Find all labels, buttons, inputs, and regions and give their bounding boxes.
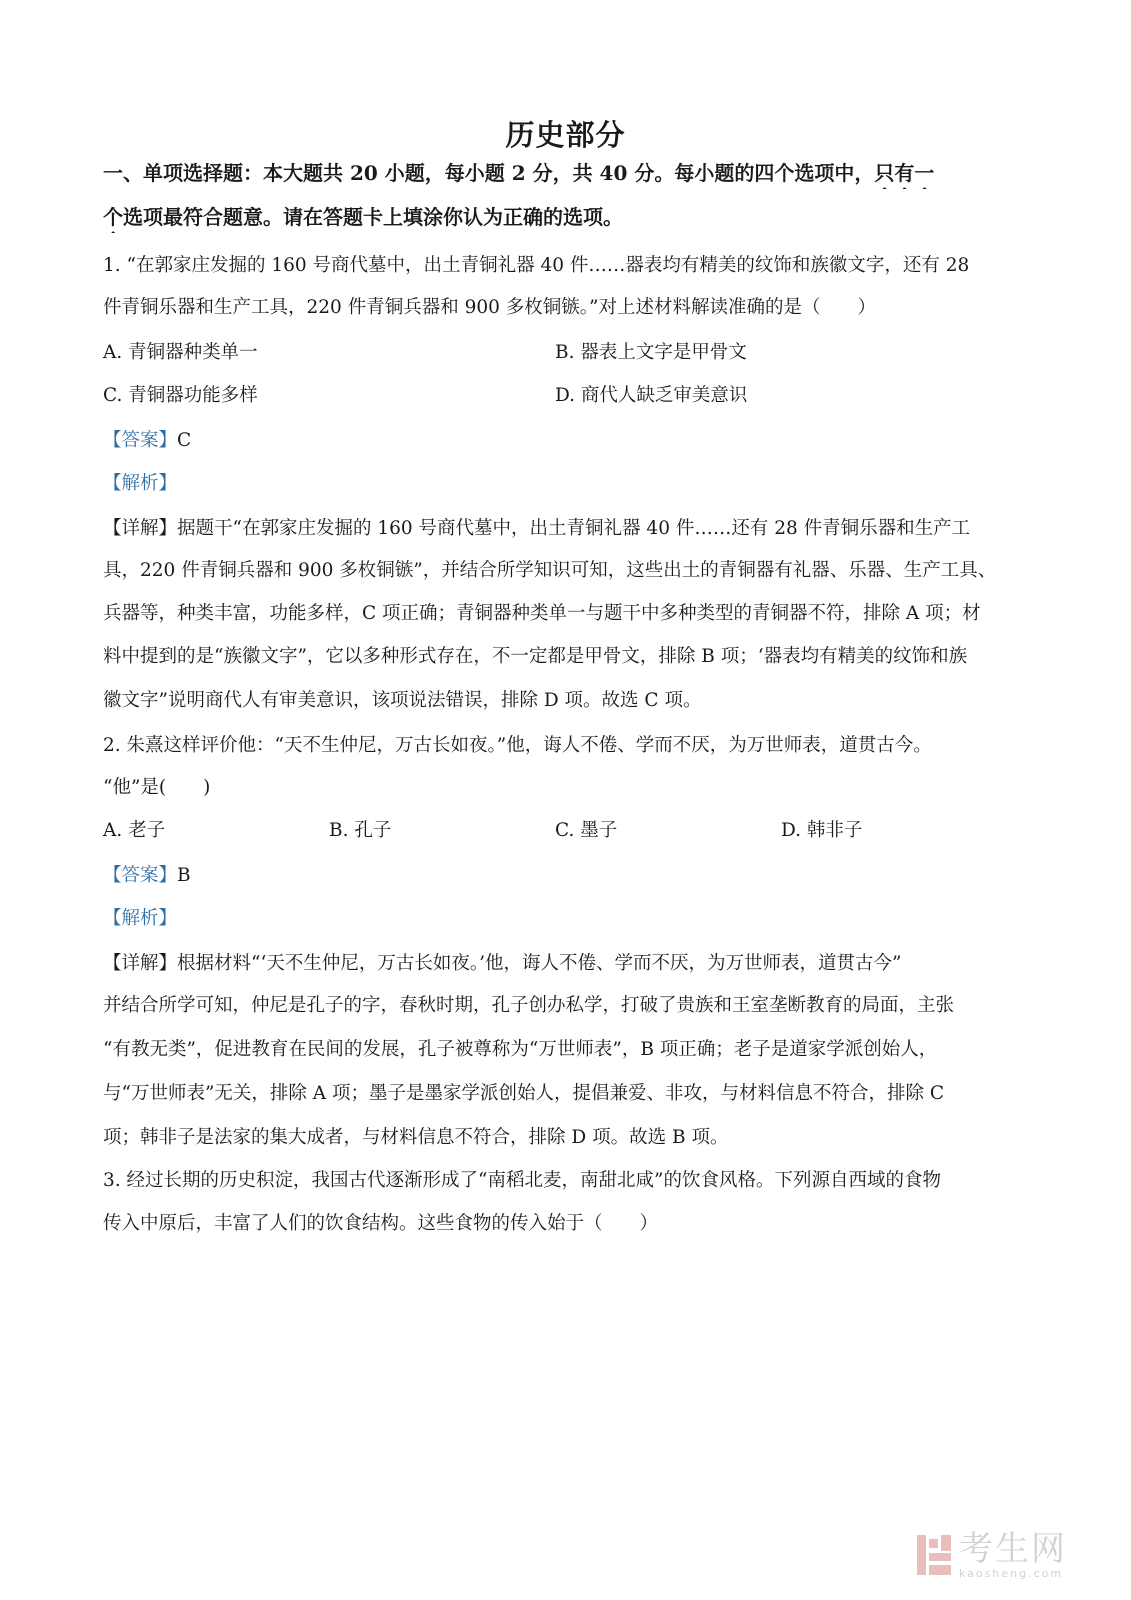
answer-value: C	[177, 430, 192, 451]
q1-detail-line: 料中提到的是“族徽文字”，它以多种形式存在，不一定都是甲骨文，排除 B 项；‘器表均有精美的纹饰和族	[103, 646, 968, 667]
q1-option-a: A. 青铜器种类单一	[103, 342, 258, 363]
q2-detail-line	[103, 948, 1033, 980]
q1-detail-line: 兵器等，种类丰富，功能多样，C 项正确；青铜器种类单一与题干中多种类型的青铜器不符，排除 A 项；材	[103, 603, 981, 624]
q2-option-b: B. 孔子	[329, 820, 392, 841]
q2-answer	[103, 860, 1033, 892]
q2-detail-line: 并结合所学可知，仲尼是孔子的字，春秋时期，孔子创办私学，打破了贵族和王室垄断教育的局面，主张	[103, 995, 955, 1016]
q3-stem-line: 传入中原后，丰富了人们的饮食结构。这些食物的传入始于（ ）	[103, 1213, 659, 1234]
kaosheng-logo-icon	[917, 1535, 951, 1575]
q2-option-a: A. 老子	[103, 820, 166, 841]
q1-analysis	[103, 468, 1033, 500]
watermark-cn: 考生网	[959, 1528, 1067, 1569]
q1-stem-line: 件青铜乐器和生产工具，220 件青铜兵器和 900 多枚铜镞。”对上述材料解读准确的是（ ）	[103, 297, 876, 318]
q1-option-b: B. 器表上文字是甲骨文	[555, 342, 747, 363]
section-instruction-line-2	[103, 201, 1033, 233]
watermark	[917, 1530, 1093, 1580]
q2-stem-line: “他”是( )	[103, 777, 211, 798]
q2-detail-line: “有教无类”，促进教育在民间的发展，孔子被尊称为“万世师表”，B 项正确；老子是道家学派创始人，	[103, 1039, 938, 1060]
page-title: 历史部分	[505, 118, 626, 152]
section-instruction-line-1	[103, 157, 1033, 189]
q2-option-d: D. 韩非子	[781, 820, 863, 841]
q2-detail-line: 项；韩非子是法家的集大成者，与材料信息不符合，排除 D 项。故选 B 项。	[103, 1127, 729, 1148]
q1-option-d: D. 商代人缺乏审美意识	[555, 385, 748, 406]
section-instruction-text: 一、单项选择题：本大题共 20 小题，每小题 2 分，共 40 分。每小题的四个选项中，	[103, 161, 875, 185]
detail-text: 根据材料“‘天不生仲尼，万古长如夜。’他，诲人不倦、学而不厌，为万世师表，道贯古今”	[177, 953, 902, 974]
q2-analysis	[103, 903, 1033, 935]
answer-tag: 【答案】	[103, 430, 178, 451]
detail-tag: 【详解】	[103, 953, 178, 974]
section-instruction-emphasis: 只有一	[874, 161, 935, 185]
q1-detail-line	[103, 513, 1033, 545]
q1-answer	[103, 425, 1033, 457]
q1-detail-line: 徽文字”说明商代人有审美意识，该项说法错误，排除 D 项。故选 C 项。	[103, 690, 702, 711]
watermark-en: kaosheng.com	[959, 1566, 1064, 1580]
section-instruction-emphasis: 个	[103, 205, 123, 229]
q1-detail-line: 具，220 件青铜兵器和 900 多枚铜镞”，并结合所学知识可知，这些出土的青铜器有礼器、乐器、生产工具、	[103, 560, 997, 581]
q2-stem-line: 2. 朱熹这样评价他：“天不生仲尼，万古长如夜。”他，诲人不倦、学而不厌，为万世师表，道贯古今。	[103, 735, 932, 756]
q2-detail-line: 与“万世师表”无关，排除 A 项；墨子是墨家学派创始人，提倡兼爱、非攻，与材料信息不符合，排除 C	[103, 1083, 945, 1104]
analysis-tag: 【解析】	[103, 908, 178, 929]
q1-stem-line: 1. “在郭家庄发掘的 160 号商代墓中，出土青铜礼器 40 件……器表均有精美的纹饰和族徽文字，还有 28	[103, 255, 970, 276]
detail-tag: 【详解】	[103, 518, 178, 539]
q1-option-c: C. 青铜器功能多样	[103, 385, 258, 406]
answer-tag: 【答案】	[103, 865, 178, 886]
analysis-tag: 【解析】	[103, 473, 178, 494]
section-instruction-text: 选项最符合题意。请在答题卡上填涂你认为正确的选项。	[123, 205, 623, 229]
q3-stem-line: 3. 经过长期的历史积淀，我国古代逐渐形成了“南稻北麦，南甜北咸”的饮食风格。下列源自西域的食物	[103, 1170, 941, 1191]
q2-option-c: C. 墨子	[555, 820, 618, 841]
detail-text: 据题干“在郭家庄发掘的 160 号商代墓中，出土青铜礼器 40 件……还有 28 件青铜乐器和生产工	[177, 518, 971, 539]
answer-value: B	[177, 865, 191, 886]
